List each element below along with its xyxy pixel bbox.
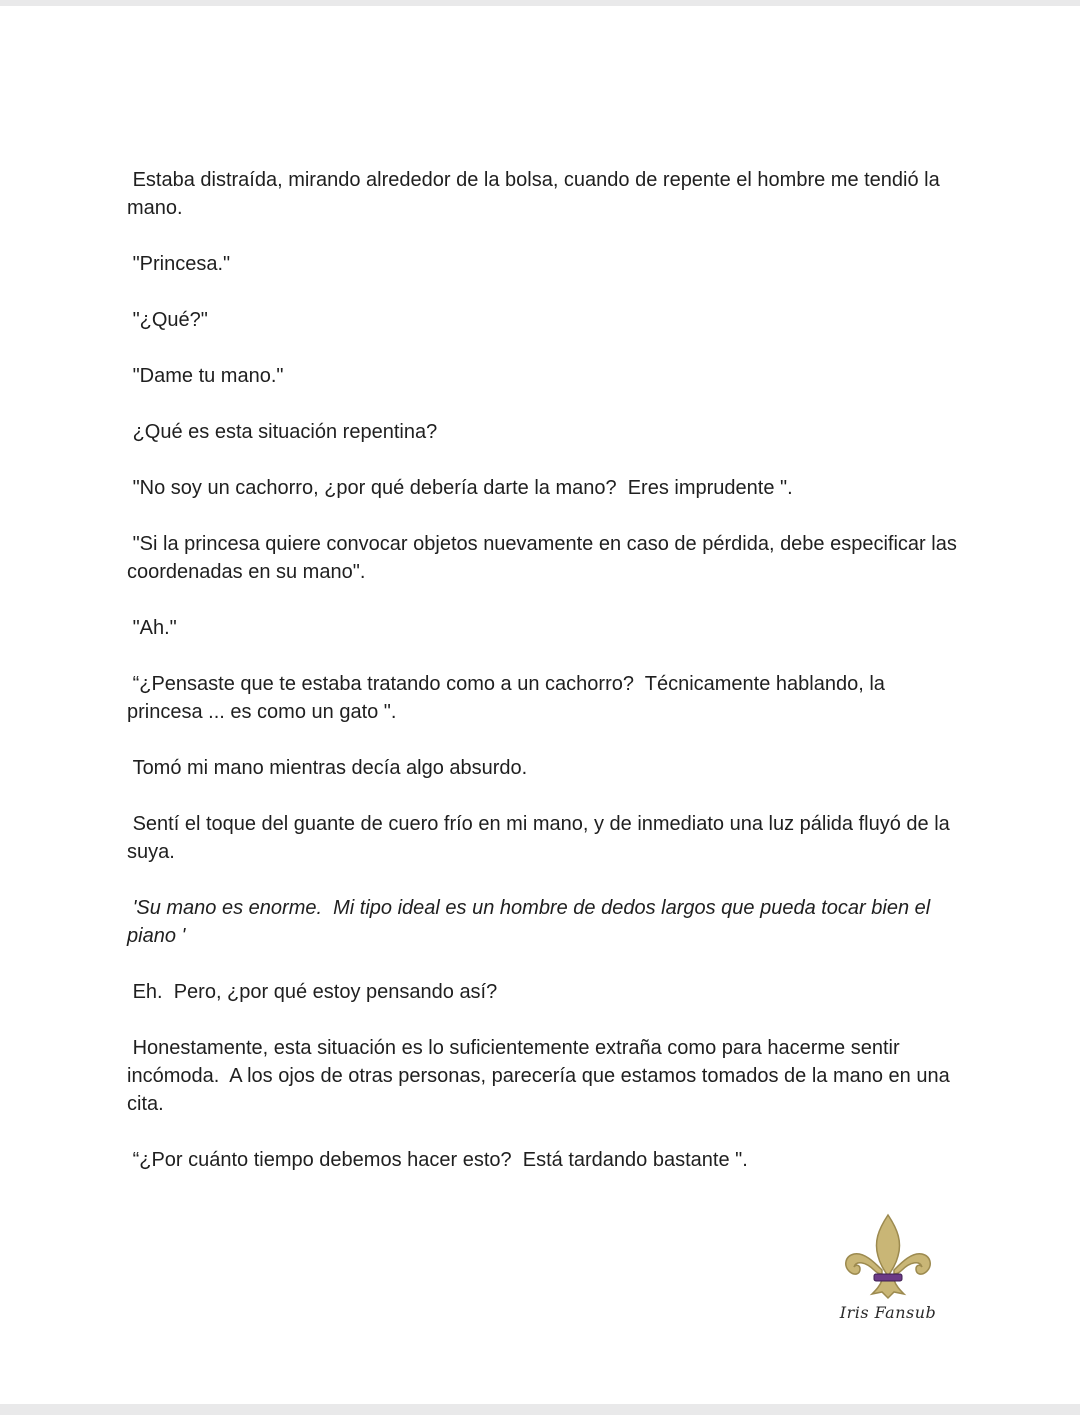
paragraph: "Dame tu mano." (127, 365, 284, 387)
band-shape (874, 1274, 902, 1281)
watermark-label: Iris Fansub (839, 1303, 937, 1322)
document-body (127, 166, 963, 1202)
paragraph: "Ah." (127, 617, 177, 639)
paragraph: Honestamente, esta situación es lo suficientemente extraña como para hacerme sentir incómoda. A los ojos de otras personas, parecería que estamos tomados de la mano en una cita. (127, 1037, 956, 1115)
paragraph: "No soy un cachorro, ¿por qué debería darte la mano? Eres imprudente ". (127, 477, 793, 499)
paragraph: Sentí el toque del guante de cuero frío en mi mano, y de inmediato una luz pálida fluyó de la suya. (127, 813, 956, 863)
italic-paragraph: 'Su mano es enorme. Mi tipo ideal es un hombre de dedos largos que pueda tocar bien el piano ' (127, 897, 936, 947)
document-page (0, 6, 1080, 1404)
paragraph: Tomó mi mano mientras decía algo absurdo. (127, 757, 528, 779)
paragraph: "Si la princesa quiere convocar objetos nuevamente en caso de pérdida, debe especificar las coordenadas en su mano". (127, 533, 963, 583)
paragraph: ¿Qué es esta situación repentina? (127, 421, 438, 443)
paragraph: "Princesa." (127, 253, 231, 275)
paragraph: Estaba distraída, mirando alrededor de la bolsa, cuando de repente el hombre me tendió la mano. (127, 169, 946, 219)
paragraph: "¿Qué?" (127, 309, 208, 331)
fleur-de-lis-icon (838, 1212, 938, 1302)
paragraph: “¿Por cuánto tiempo debemos hacer esto? Está tardando bastante ". (127, 1149, 748, 1171)
iris-fansub-logo (838, 1212, 938, 1332)
paragraph: “¿Pensaste que te estaba tratando como a un cachorro? Técnicamente hablando, la princesa ... es como un gato ". (127, 673, 891, 723)
paragraph: Eh. Pero, ¿por qué estoy pensando así? (127, 981, 498, 1003)
